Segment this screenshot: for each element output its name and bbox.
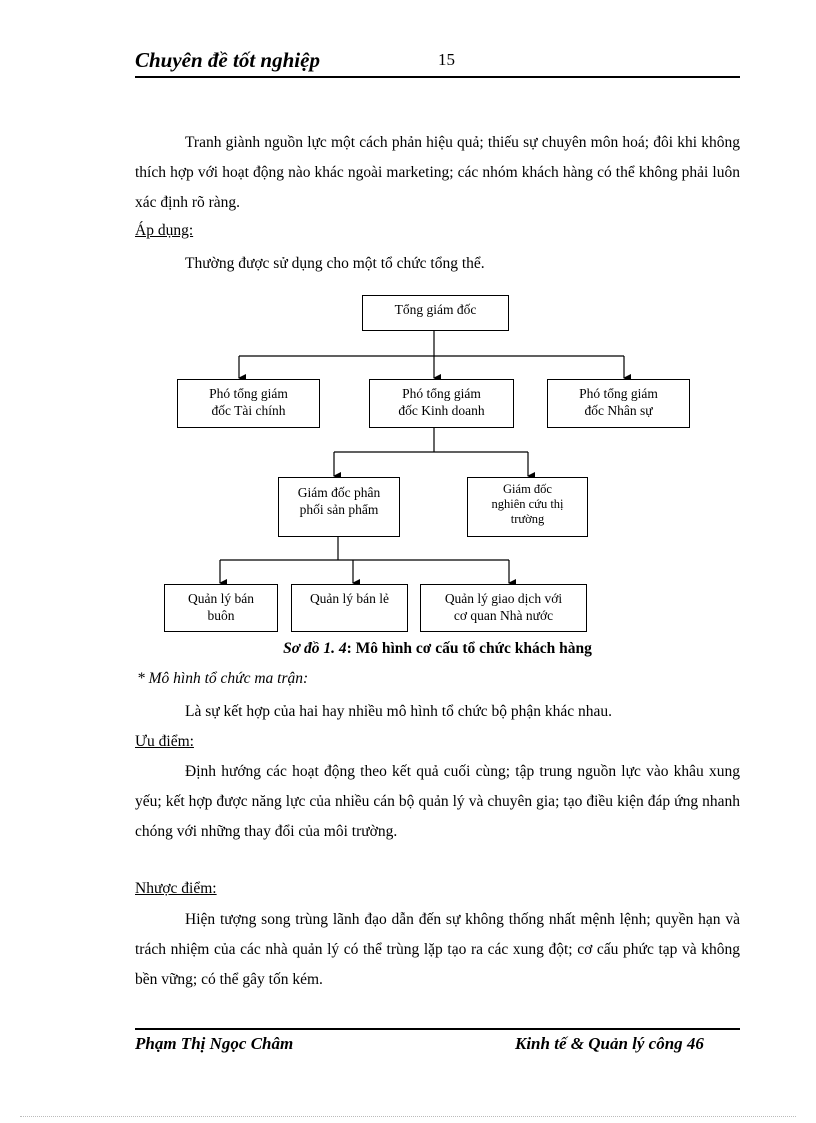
header-title: Chuyên đề tốt nghiệp <box>135 48 320 72</box>
box-mgr-wholesale: Quản lý bán buôn <box>164 584 278 632</box>
advantages-label: Ưu điểm: <box>135 733 194 750</box>
box-vp-finance: Phó tổng giám đốc Tài chính <box>177 379 320 428</box>
paragraph-disadvantages-cont: Tranh giành nguồn lực một cách phản hiệu quả; thiếu sự chuyên môn hoá; đôi khi không thích hợp với hoạt động nào khác ngoài marketing; các nhóm khách hàng có thể không phải luôn xác định rõ ràng. <box>135 134 740 211</box>
matrix-model-title: * Mô hình tổ chức ma trận: <box>137 670 309 687</box>
caption-label: Sơ đồ 1. 4 <box>283 640 347 657</box>
box-vp-business: Phó tổng giám đốc Kinh doanh <box>369 379 514 428</box>
matrix-desc: Là sự kết hợp của hai hay nhiều mô hình tổ chức bộ phận khác nhau. <box>185 703 613 720</box>
box-dir-research: Giám đốc nghiên cứu thị trường <box>467 477 588 537</box>
box-dir-distribution: Giám đốc phân phối sản phẩm <box>278 477 400 537</box>
advantages-text: Định hướng các hoạt động theo kết quả cuối cùng; tập trung nguồn lực vào khâu xung yếu; kết hợp được năng lực của nhiều cán bộ quản lý và chuyên gia; tạo điều kiện đáp ứng nhanh chóng với những thay đổi của môi trường. <box>135 763 740 840</box>
box-mgr-retail: Quản lý bán lẻ <box>291 584 408 632</box>
page-edge-dots <box>20 1116 796 1117</box>
disadvantages-text: Hiện tượng song trùng lãnh đạo dẫn đến sự không thống nhất mệnh lệnh; quyền hạn và trách nhiệm của các nhà quản lý có thể trùng lặp tạo ra các xung đột; cơ cấu phức tạp và không bền vững; có thể gây tốn kém. <box>135 911 740 988</box>
page-number: 15 <box>438 50 455 69</box>
apply-text: Thường được sử dụng cho một tổ chức tổng thể. <box>185 255 485 272</box>
box-vp-hr: Phó tổng giám đốc Nhân sự <box>547 379 690 428</box>
caption-text: : Mô hình cơ cấu tổ chức khách hàng <box>346 640 592 657</box>
footer-course: Kinh tế & Quản lý công 46 <box>515 1034 704 1053</box>
footer-rule <box>135 1028 740 1030</box>
diagram-caption <box>135 640 740 658</box>
apply-label: Áp dụng: <box>135 222 194 239</box>
footer-author: Phạm Thị Ngọc Châm <box>135 1034 294 1053</box>
disadvantages-label: Nhược điểm: <box>135 880 217 897</box>
box-ceo: Tổng giám đốc <box>362 295 509 331</box>
box-mgr-state: Quản lý giao dịch với cơ quan Nhà nước <box>420 584 587 632</box>
